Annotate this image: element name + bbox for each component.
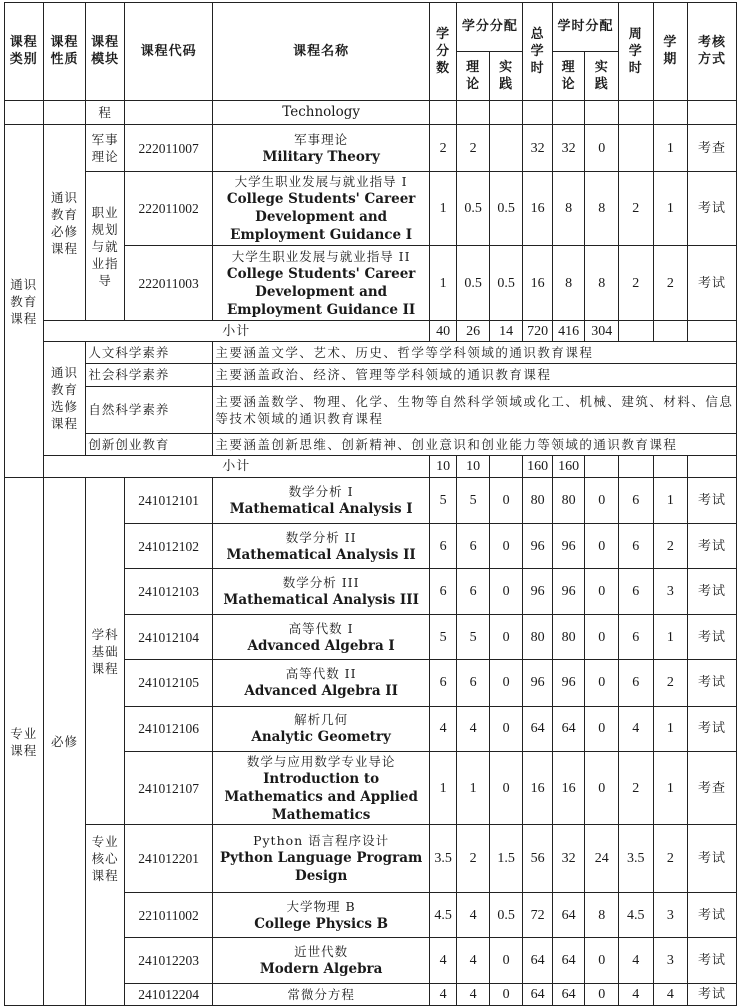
- course-name-en: Python Language Program Design: [220, 849, 423, 884]
- course-credits: 6: [429, 569, 456, 615]
- course-total-hours: 56: [523, 825, 552, 892]
- professional-nature: 必修: [43, 478, 86, 1006]
- course-hour-practice: 0: [585, 706, 619, 751]
- course-credits: 5: [429, 478, 456, 524]
- course-credit-theory: 4: [457, 892, 490, 938]
- subtotal-credits: 10: [429, 455, 456, 477]
- course-total-hours: 64: [523, 984, 552, 1006]
- course-hour-practice: 8: [585, 245, 619, 321]
- course-name: [213, 172, 430, 245]
- course-code: 241012105: [124, 659, 212, 706]
- course-weekly: 4: [619, 938, 654, 984]
- course-exam: 考试: [688, 615, 737, 660]
- course-credits: 5: [429, 615, 456, 660]
- cell-empty: [457, 100, 490, 124]
- course-hour-practice: 0: [585, 478, 619, 524]
- course-credit-theory: 4: [457, 938, 490, 984]
- cell-empty: [585, 100, 619, 124]
- subtotal-label: 小计: [43, 321, 429, 341]
- course-credits: 3.5: [429, 825, 456, 892]
- general-category-text: 通识教育课程: [10, 276, 38, 326]
- course-weekly: 6: [619, 659, 654, 706]
- course-name: [213, 825, 430, 892]
- course-name-zh: 数学与应用数学专业导论: [246, 753, 396, 769]
- course-row: [5, 125, 737, 172]
- subtotal-row: [5, 321, 737, 341]
- course-name-zh: 高等代数 I: [288, 620, 354, 636]
- course-weekly: 2: [619, 751, 654, 824]
- course-semester: 2: [653, 245, 688, 321]
- header-hour-practice: [585, 51, 619, 100]
- course-name-en: Analytic Geometry: [251, 729, 391, 746]
- course-exam: 考试: [688, 172, 737, 245]
- course-exam: 考试: [688, 245, 737, 321]
- subtotal-theory: 26: [457, 321, 490, 341]
- cell-empty: [43, 100, 86, 124]
- header-credit-practice-text: 实践: [499, 59, 514, 92]
- course-credit-practice: 1.5: [489, 825, 523, 892]
- course-hour-practice: 24: [585, 825, 619, 892]
- course-name-en: Introduction to Mathematics and Applied Mathematics: [224, 770, 418, 823]
- course-hour-theory: 32: [552, 125, 585, 172]
- course-hour-practice: 0: [585, 615, 619, 660]
- course-credit-practice: 0: [489, 984, 523, 1006]
- course-credit-practice: 0: [489, 751, 523, 824]
- course-exam: 考查: [688, 125, 737, 172]
- course-semester: 2: [653, 659, 688, 706]
- course-weekly: 2: [619, 245, 654, 321]
- general-required-nature-text: 通识教育必修课程: [50, 189, 78, 256]
- cell-empty: [619, 100, 654, 124]
- course-credits: 4: [429, 938, 456, 984]
- course-credit-theory: 0.5: [457, 172, 490, 245]
- cell-empty: [429, 100, 456, 124]
- elective-module: 创新创业教育: [86, 433, 213, 455]
- course-name-en: Military Theory: [262, 148, 380, 165]
- header-credit-practice: [489, 51, 523, 100]
- subtotal-hour-theory: 416: [552, 321, 585, 341]
- course-semester: 3: [653, 569, 688, 615]
- course-code: 241012106: [124, 706, 212, 751]
- course-credits: 4.5: [429, 892, 456, 938]
- course-total-hours: 64: [523, 938, 552, 984]
- elective-row: [5, 433, 737, 455]
- course-code: 222011007: [124, 125, 212, 172]
- subtotal-hour-theory: 160: [552, 455, 585, 477]
- course-hour-theory: 80: [552, 478, 585, 524]
- course-name-zh: 高等代数 II: [285, 666, 357, 682]
- course-credit-practice: 0.5: [489, 892, 523, 938]
- general-elective-nature-text: 通识教育选修课程: [50, 365, 78, 432]
- course-row: [5, 825, 737, 892]
- course-weekly: 4: [619, 706, 654, 751]
- course-credit-theory: 4: [457, 706, 490, 751]
- course-credit-theory: 6: [457, 569, 490, 615]
- elective-module: 人文科学素养: [86, 341, 213, 363]
- course-total-hours: 96: [523, 569, 552, 615]
- course-name-zh: 数学分析 I: [288, 484, 354, 500]
- course-name-zh: 大学生职业发展与就业指导 I: [234, 174, 408, 190]
- course-credits: 1: [429, 245, 456, 321]
- course-name-zh: 常微分方程: [287, 987, 355, 1003]
- cell-empty: [489, 455, 523, 477]
- course-exam: 考试: [688, 524, 737, 569]
- header-weekly-text: 周学时: [628, 26, 643, 76]
- curriculum-table-wrapper: [4, 2, 737, 1006]
- general-elective-nature: [43, 341, 86, 455]
- course-weekly: 6: [619, 615, 654, 660]
- course-name-zh: 军事理论: [294, 131, 349, 147]
- course-exam: 考试: [688, 478, 737, 524]
- course-name-en: Mathematical Analysis I: [229, 501, 413, 518]
- course-hour-theory: 64: [552, 892, 585, 938]
- course-exam: 考试: [688, 984, 737, 1006]
- course-total-hours: 16: [523, 172, 552, 245]
- course-name-en: Mathematical Analysis II: [226, 546, 416, 563]
- career-module: [86, 172, 125, 321]
- header-credit-theory: [457, 51, 490, 100]
- course-semester: 1: [653, 706, 688, 751]
- elective-description: 主要涵盖数学、物理、化学、生物等自然科学领域或化工、机械、建筑、材料、信息等技术领域的通识教育课程: [213, 386, 737, 433]
- course-code: 222011002: [124, 172, 212, 245]
- header-hour-theory-text: 理论: [561, 59, 576, 92]
- subtotal-label: 小计: [43, 455, 429, 477]
- header-nature-text: 课程性质: [50, 35, 79, 68]
- header-credits-text: 学分数: [436, 26, 451, 76]
- course-name-en: Advanced Algebra II: [244, 683, 398, 700]
- course-name: [213, 751, 430, 824]
- course-hour-practice: 0: [585, 569, 619, 615]
- course-name-en: College Students' Career Development and Employment Guidance I: [226, 191, 416, 244]
- cell-empty: [5, 100, 44, 124]
- header-module-text: 课程模块: [91, 35, 120, 68]
- course-hour-practice: 0: [585, 751, 619, 824]
- course-credit-practice: 0.5: [489, 245, 523, 321]
- partial-row: [5, 100, 737, 124]
- course-name: [213, 938, 430, 984]
- course-name-en: Advanced Algebra I: [247, 637, 395, 654]
- course-total-hours: 72: [523, 892, 552, 938]
- elective-module: 自然科学素养: [86, 386, 213, 433]
- course-credits: 6: [429, 524, 456, 569]
- header-code: 课程代码: [124, 3, 212, 101]
- elective-row: [5, 386, 737, 433]
- course-name: [213, 615, 430, 660]
- course-name-zh: 大学生职业发展与就业指导 II: [231, 248, 411, 264]
- elective-description: 主要涵盖文学、艺术、历史、哲学等学科领域的通识教育课程: [213, 341, 737, 363]
- header-credits: [429, 3, 456, 101]
- course-row: [5, 172, 737, 245]
- core-module-text: 专业核心课程: [91, 834, 119, 884]
- course-hour-theory: 96: [552, 659, 585, 706]
- course-total-hours: 80: [523, 478, 552, 524]
- course-credit-theory: 2: [457, 825, 490, 892]
- course-exam: 考查: [688, 751, 737, 824]
- cell-empty: [688, 321, 737, 341]
- subtotal-hour-practice: 304: [585, 321, 619, 341]
- course-code: 241012101: [124, 478, 212, 524]
- course-semester: 4: [653, 984, 688, 1006]
- course-weekly: 2: [619, 172, 654, 245]
- course-code: 241012203: [124, 938, 212, 984]
- course-code: 222011003: [124, 245, 212, 321]
- elective-module: 社会科学素养: [86, 364, 213, 386]
- course-credit-practice: 0: [489, 615, 523, 660]
- cell-empty: [585, 455, 619, 477]
- course-exam: 考试: [688, 825, 737, 892]
- course-hour-theory: 64: [552, 984, 585, 1006]
- header-name: 课程名称: [213, 3, 430, 101]
- course-name-zh: 大学物理 B: [286, 898, 356, 914]
- header-credit-theory-text: 理论: [466, 59, 481, 92]
- course-name: [213, 125, 430, 172]
- course-name-en: Modern Algebra: [259, 961, 383, 978]
- course-name-zh: 解析几何: [294, 712, 349, 728]
- course-semester: 3: [653, 938, 688, 984]
- course-credit-practice: 0: [489, 706, 523, 751]
- course-credits: 2: [429, 125, 456, 172]
- cell-empty: [688, 455, 737, 477]
- cell-empty: [523, 100, 552, 124]
- general-category: [5, 125, 44, 478]
- military-module: [86, 125, 125, 172]
- course-exam: 考试: [688, 659, 737, 706]
- header-credit-alloc: 学分分配: [457, 3, 523, 52]
- course-name: [213, 659, 430, 706]
- course-total-hours: 16: [523, 751, 552, 824]
- course-name: [213, 892, 430, 938]
- course-credits: 6: [429, 659, 456, 706]
- course-credit-practice: 0: [489, 938, 523, 984]
- course-name-zh: Python 语言程序设计: [253, 832, 390, 848]
- basic-module: [86, 478, 125, 825]
- course-semester: 1: [653, 478, 688, 524]
- course-hour-theory: 96: [552, 524, 585, 569]
- military-module-text: 军事理论: [91, 132, 119, 165]
- course-semester: 1: [653, 751, 688, 824]
- course-semester: 1: [653, 125, 688, 172]
- course-code: 241012102: [124, 524, 212, 569]
- course-credits: 1: [429, 172, 456, 245]
- course-credit-theory: 5: [457, 615, 490, 660]
- course-hour-theory: 16: [552, 751, 585, 824]
- cell-empty: [552, 100, 585, 124]
- course-credit-theory: 4: [457, 984, 490, 1006]
- course-credits: 1: [429, 751, 456, 824]
- course-credit-theory: 1: [457, 751, 490, 824]
- course-credit-theory: 2: [457, 125, 490, 172]
- course-name-zh: 近世代数: [294, 944, 349, 960]
- professional-category-text: 专业课程: [10, 725, 38, 758]
- cell-empty: [489, 100, 523, 124]
- elective-row: [5, 364, 737, 386]
- header-nature: [43, 3, 86, 101]
- course-hour-practice: 8: [585, 892, 619, 938]
- course-exam: 考试: [688, 938, 737, 984]
- course-hour-theory: 8: [552, 245, 585, 321]
- partial-module: 程: [86, 100, 125, 124]
- header-module: [86, 3, 125, 101]
- course-weekly: 4.5: [619, 892, 654, 938]
- cell-empty: [619, 455, 654, 477]
- course-semester: 1: [653, 615, 688, 660]
- header-category: [5, 3, 44, 101]
- header-semester: [653, 3, 688, 101]
- course-credit-theory: 0.5: [457, 245, 490, 321]
- course-weekly: 4: [619, 984, 654, 1006]
- course-code: 241012201: [124, 825, 212, 892]
- course-total-hours: 16: [523, 245, 552, 321]
- course-credit-practice: [489, 125, 523, 172]
- curriculum-table: [4, 2, 737, 1006]
- elective-description: 主要涵盖政治、经济、管理等学科领域的通识教育课程: [213, 364, 737, 386]
- course-hour-theory: 64: [552, 706, 585, 751]
- cell-empty: [653, 455, 688, 477]
- cell-empty: [619, 321, 654, 341]
- header-total-hours: [523, 3, 552, 101]
- subtotal-row: [5, 455, 737, 477]
- course-hour-theory: 64: [552, 938, 585, 984]
- course-hour-practice: 0: [585, 984, 619, 1006]
- subtotal-credits: 40: [429, 321, 456, 341]
- course-total-hours: 80: [523, 615, 552, 660]
- professional-category: [5, 478, 44, 1006]
- course-name-zh: 数学分析 II: [285, 529, 357, 545]
- subtotal-total: 720: [523, 321, 552, 341]
- course-hour-theory: 96: [552, 569, 585, 615]
- course-total-hours: 96: [523, 659, 552, 706]
- career-module-text: 职业规划与就业指导: [91, 204, 119, 288]
- course-credit-practice: 0: [489, 659, 523, 706]
- cell-empty: [124, 100, 212, 124]
- course-code: 241012104: [124, 615, 212, 660]
- course-name: [213, 569, 430, 615]
- header-category-text: 课程类别: [9, 35, 38, 68]
- header-hour-practice-text: 实践: [594, 59, 609, 92]
- course-credit-theory: 6: [457, 524, 490, 569]
- course-name: [213, 524, 430, 569]
- header-semester-text: 学期: [663, 35, 678, 68]
- subtotal-total: 160: [523, 455, 552, 477]
- course-hour-theory: 32: [552, 825, 585, 892]
- course-code: 241012204: [124, 984, 212, 1006]
- course-hour-theory: 80: [552, 615, 585, 660]
- header-hour-theory: [552, 51, 585, 100]
- course-exam: 考试: [688, 569, 737, 615]
- course-name-zh: 数学分析 III: [282, 575, 360, 591]
- course-name-en: College Physics B: [254, 915, 389, 932]
- subtotal-theory: 10: [457, 455, 490, 477]
- course-total-hours: 64: [523, 706, 552, 751]
- course-semester: 2: [653, 524, 688, 569]
- course-hour-practice: 0: [585, 659, 619, 706]
- course-semester: 2: [653, 825, 688, 892]
- elective-description: 主要涵盖创新思维、创新精神、创业意识和创业能力等领域的通识教育课程: [213, 433, 737, 455]
- course-name: [213, 478, 430, 524]
- course-hour-practice: 0: [585, 524, 619, 569]
- course-name: [213, 706, 430, 751]
- header-hour-alloc: 学时分配: [552, 3, 618, 52]
- header-assessment: [688, 3, 737, 101]
- course-weekly: 6: [619, 524, 654, 569]
- course-code: 221011002: [124, 892, 212, 938]
- header-weekly: [619, 3, 654, 101]
- course-semester: 3: [653, 892, 688, 938]
- course-credit-practice: 0: [489, 478, 523, 524]
- course-credit-theory: 6: [457, 659, 490, 706]
- course-hour-practice: 0: [585, 938, 619, 984]
- header-assessment-text: 考核方式: [698, 35, 727, 68]
- course-name: [213, 984, 430, 1006]
- course-weekly: 6: [619, 478, 654, 524]
- course-semester: 1: [653, 172, 688, 245]
- course-name-en: Mathematical Analysis III: [223, 592, 419, 609]
- course-weekly: [619, 125, 654, 172]
- general-required-nature: [43, 125, 86, 321]
- course-credit-theory: 5: [457, 478, 490, 524]
- header-total-hours-text: 总学时: [530, 26, 545, 76]
- header-row-1: [5, 3, 737, 52]
- partial-name: Technology: [213, 100, 430, 124]
- course-row: [5, 478, 737, 524]
- course-name: [213, 245, 430, 321]
- cell-empty: [653, 100, 688, 124]
- course-exam: 考试: [688, 892, 737, 938]
- cell-empty: [688, 100, 737, 124]
- course-hour-practice: 0: [585, 125, 619, 172]
- course-credit-practice: 0: [489, 524, 523, 569]
- course-credit-practice: 0.5: [489, 172, 523, 245]
- course-hour-practice: 8: [585, 172, 619, 245]
- course-total-hours: 96: [523, 524, 552, 569]
- course-credit-practice: 0: [489, 569, 523, 615]
- course-weekly: 6: [619, 569, 654, 615]
- course-name-en: College Students' Career Development and Employment Guidance II: [226, 265, 416, 318]
- basic-module-text: 学科基础课程: [91, 626, 119, 676]
- core-module: [86, 825, 125, 1006]
- course-weekly: 3.5: [619, 825, 654, 892]
- course-hour-theory: 8: [552, 172, 585, 245]
- course-credits: 4: [429, 984, 456, 1006]
- course-exam: 考试: [688, 706, 737, 751]
- course-credits: 4: [429, 706, 456, 751]
- elective-row: [5, 341, 737, 363]
- cell-empty: [653, 321, 688, 341]
- course-code: 241012107: [124, 751, 212, 824]
- course-code: 241012103: [124, 569, 212, 615]
- subtotal-practice: 14: [489, 321, 523, 341]
- course-total-hours: 32: [523, 125, 552, 172]
